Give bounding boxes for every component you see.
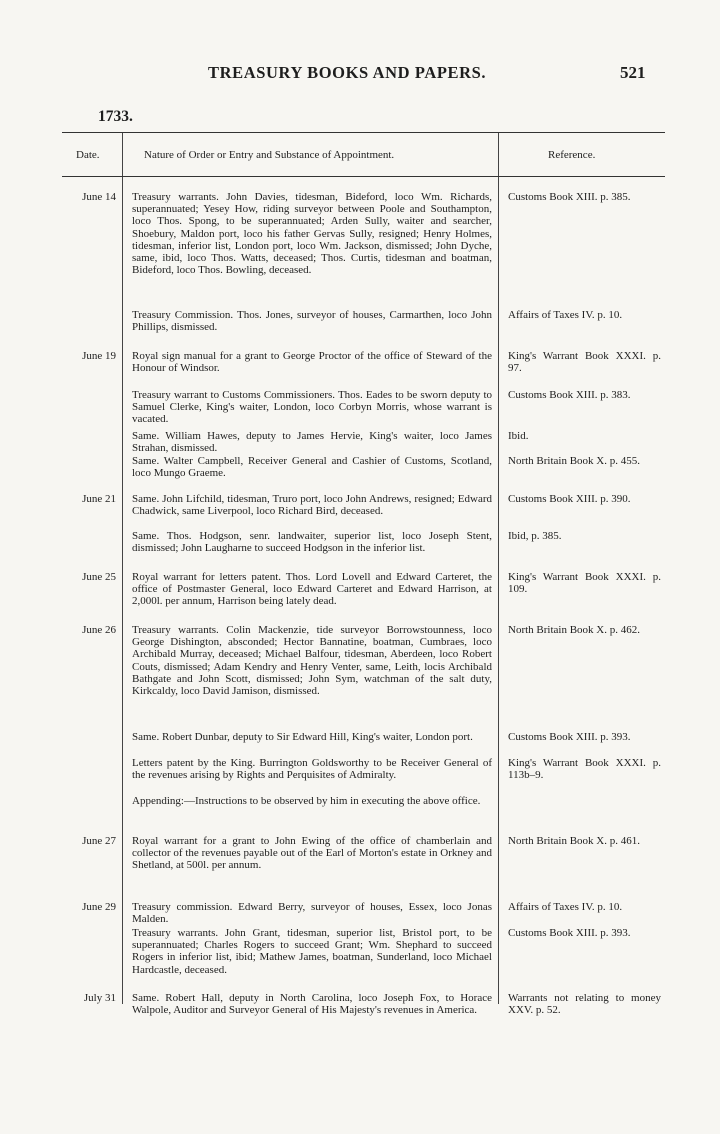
entry-text: Treasury Commission. Thos. Jones, surveyor of houses, Carmarthen, loco John Phillips, dismissed.	[132, 309, 492, 334]
page-number: 521	[620, 63, 646, 82]
column-rule-reference	[498, 132, 499, 1004]
entry-reference: Warrants not relating to money XXV. p. 52.	[508, 992, 661, 1017]
entry-text: Same. William Hawes, deputy to James Hervie, King's waiter, loco James Strahan, dismissed.	[132, 430, 492, 455]
column-rule-date	[122, 132, 123, 1004]
entry-text: Royal warrant for letters patent. Thos. Lord Lovell and Edward Carteret, the office of Postmaster General, loco Edward Carteret and Edward Harrison, at 2,000l. per annum, Harrison being lately dead.	[132, 571, 492, 608]
entry-reference: North Britain Book X. p. 462.	[508, 624, 640, 636]
entry-reference: Customs Book XIII. p. 393.	[508, 731, 631, 743]
appointments-table	[62, 132, 665, 1017]
entry-reference: Customs Book XIII. p. 390.	[508, 493, 631, 505]
entry-date: July 31	[83, 992, 116, 1004]
year-heading: 1733.	[98, 108, 133, 125]
column-header-nature: Nature of Order or Entry and Substance of Appointment.	[144, 149, 395, 161]
entry-reference: Customs Book XIII. p. 393.	[508, 927, 631, 939]
table-header	[62, 133, 665, 177]
entry-date: June 27	[82, 835, 116, 847]
entry-text: Appending:—Instructions to be observed by him in executing the above office.	[132, 795, 481, 807]
running-title: TREASURY BOOKS AND PAPERS.	[208, 63, 487, 82]
entry-text: Treasury warrant to Customs Commissioners. Thos. Eades to be sworn deputy to Samuel Clerke, King's waiter, London, loco Corbyn Morris, whose warrant is vacated.	[132, 389, 492, 426]
entry-reference: Customs Book XIII. p. 383.	[508, 389, 631, 401]
entry-date: June 29	[82, 901, 116, 913]
entry-text: Royal sign manual for a grant to George Proctor of the office of Steward of the Honour of Windsor.	[132, 350, 492, 375]
entry-date: June 26	[82, 624, 116, 636]
entry-text: Same. Walter Campbell, Receiver General and Cashier of Customs, Scotland, loco Mungo Graeme.	[132, 455, 492, 480]
entry-reference: North Britain Book X. p. 455.	[508, 455, 640, 467]
entry-date: June 21	[82, 493, 116, 505]
entry-date: June 25	[82, 571, 116, 583]
entry-text: Same. Robert Dunbar, deputy to Sir Edward Hill, King's waiter, London port.	[132, 731, 473, 743]
column-header-reference: Reference.	[548, 149, 596, 161]
entry-text: Letters patent by the King. Burrington Goldsworthy to be Receiver General of the revenues arising by Rights and Perquisites of Admiralty.	[132, 757, 492, 782]
entry-reference: King's Warrant Book XXXI. p. 97.	[508, 350, 661, 375]
entry-text: Same. John Lifchild, tidesman, Truro port, loco John Andrews, resigned; Edward Chadwick, same Liverpool, loco Richard Bird, deceased.	[132, 493, 492, 518]
running-head	[0, 63, 720, 85]
column-header-date: Date.	[76, 149, 100, 161]
entry-text: Treasury commission. Edward Berry, surveyor of houses, Essex, loco Jonas Malden.	[132, 901, 492, 926]
entry-date: June 19	[82, 350, 116, 362]
entry-text: Treasury warrants. John Davies, tidesman, Bideford, loco Wm. Richards, superannuated; Yesey How, riding surveyor between Poole and Southampton, loco Thos. Spong, to be superannuated; Arden Sully, waiter and searcher, Shoebury, Maldon port, loco his father Gervas Sully, resigned; Henry Holmes, tidesman, inferior list, London port, loco Wm. Jackson, dismissed; John Dyche, same, ibid, loco Thos. Watts, deceased; Thos. Curtis, tidesman and boatman, Bideford, loco Thos. Bowling, deceased.	[132, 191, 492, 277]
entry-text: Treasury warrants. John Grant, tidesman, superior list, Bristol port, to be superannuated; Charles Rogers to succeed Grant; Wm. Shephard to succeed Rogers in inferior list, ibid; Mathew James, boatman, Sunderland, loco Michael Hardcastle, deceased.	[132, 927, 492, 976]
entry-text: Same. Robert Hall, deputy in North Carolina, loco Joseph Fox, to Horace Walpole, Auditor and Surveyor General of His Majesty's revenues in America.	[132, 992, 492, 1017]
entry-reference: Affairs of Taxes IV. p. 10.	[508, 309, 623, 321]
entry-date: June 14	[82, 191, 116, 203]
entry-reference: Affairs of Taxes IV. p. 10.	[508, 901, 623, 913]
entry-reference: Customs Book XIII. p. 385.	[508, 191, 631, 203]
entry-text: Treasury warrants. Colin Mackenzie, tide surveyor Borrowstounness, loco George Dishington, absconded; Hector Bannatine, boatman, Cumbraes, loco Archibald Murray, deceased; Michael Balfour, tidesman, Aberdeen, loco Robert Couts, dismissed; Adam Kendry and Henry Venter, same, Leith, locis Archibald Bathgate and John Scott, dismissed; John Sym, watchman of the salt duty, Kirkcaldy, loco David Jamison, dismissed.	[132, 624, 492, 698]
entry-reference: King's Warrant Book XXXI. p. 109.	[508, 571, 661, 596]
entry-text: Royal warrant for a grant to John Ewing of the office of chamberlain and collector of the revenues payable out of the Earl of Morton's estate in Orkney and Shetland, at 500l. per annum.	[132, 835, 492, 872]
entry-reference: King's Warrant Book XXXI. p. 113b–9.	[508, 757, 661, 782]
entry-text: Same. Thos. Hodgson, senr. landwaiter, superior list, loco Joseph Stent, dismissed; John Laugharne to succeed Hodgson in the inferior list.	[132, 530, 492, 555]
entry-reference: Ibid.	[508, 430, 529, 442]
entry-reference: North Britain Book X. p. 461.	[508, 835, 640, 847]
entry-reference: Ibid, p. 385.	[508, 530, 562, 542]
